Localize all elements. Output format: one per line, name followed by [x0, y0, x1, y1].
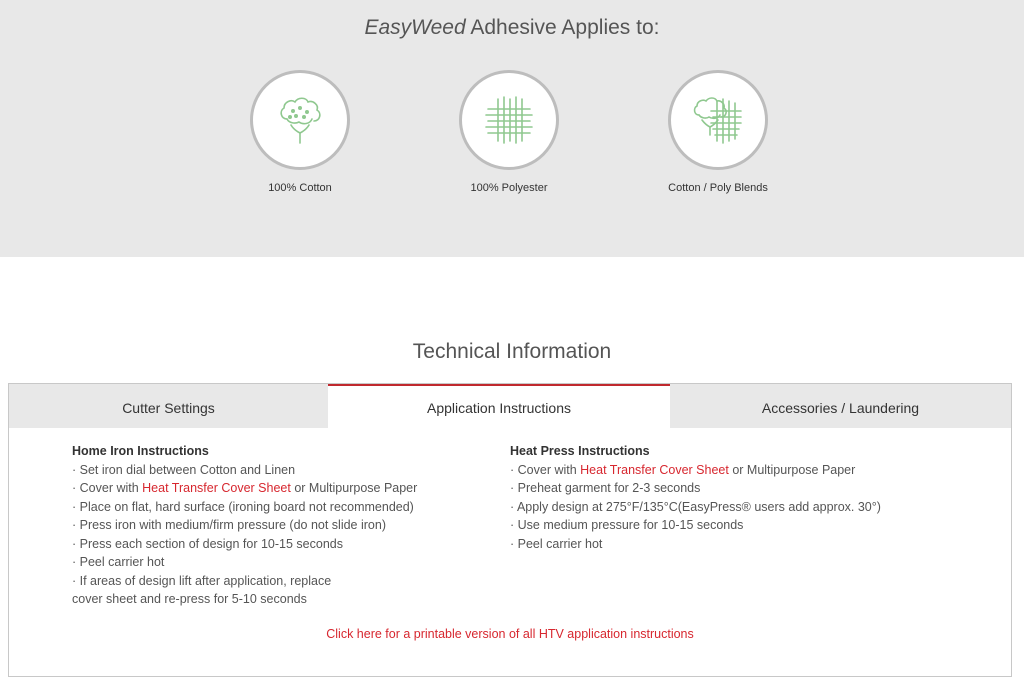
heat-press-heading: Heat Press Instructions [510, 444, 650, 458]
heat-press-instructions [510, 442, 881, 553]
fabric-cotton [200, 70, 400, 194]
printable-instructions-link[interactable]: Click here for a printable version of all HTV application instructions [326, 627, 694, 641]
technical-info-panel [8, 383, 1012, 677]
list-item: · Peel carrier hot [510, 536, 603, 551]
cover-sheet-link[interactable]: Heat Transfer Cover Sheet [142, 481, 291, 495]
list-item: · Use medium pressure for 10-15 seconds [510, 518, 744, 532]
list-item: · Preheat garment for 2-3 seconds [510, 481, 701, 495]
list-item: · Cover with Heat Transfer Cover Sheet or Multipurpose Paper [510, 462, 856, 477]
list-item: cover sheet and re-press for 5-10 seconds [72, 592, 307, 606]
home-iron-instructions [72, 442, 417, 609]
grid-weave-icon [459, 70, 559, 170]
fabric-label: Cotton / Poly Blends [668, 182, 768, 194]
list-item: · Place on flat, hard surface (ironing board not recommended) [72, 499, 414, 514]
technical-info-title: Technical Information [412, 340, 612, 363]
cover-sheet-link[interactable]: Heat Transfer Cover Sheet [580, 462, 729, 477]
fabric-blend [618, 70, 818, 194]
list-item: · Peel carrier hot [72, 555, 165, 569]
fabric-label: 100% Polyester [470, 182, 548, 194]
list-item: · Press iron with medium/firm pressure (do not slide iron) [72, 518, 386, 532]
cotton-grid-blend-icon [668, 70, 768, 170]
fabric-compatibility-section [0, 0, 1024, 257]
list-item: · Apply design at 275°F/135°C(EasyPress® users add approx. 30°) [510, 499, 881, 514]
list-item: · Press each section of design for 10-15 seconds [72, 536, 343, 551]
list-item: · If areas of design lift after application, replace [72, 573, 332, 588]
list-item: · Set iron dial between Cotton and Linen [72, 462, 296, 477]
fabric-section-title: EasyWeed Adhesive Applies to: [364, 16, 660, 39]
fabric-polyester [409, 70, 609, 194]
fabric-label: 100% Cotton [268, 182, 332, 194]
tab-accessories-laundering[interactable]: Accessories / Laundering [761, 400, 920, 416]
tab-bar [9, 384, 1011, 428]
home-iron-heading: Home Iron Instructions [72, 444, 209, 458]
cotton-boll-icon [250, 70, 350, 170]
list-item: · Cover with Heat Transfer Cover Sheet or Multipurpose Paper [72, 481, 418, 495]
tab-application-instructions[interactable]: Application Instructions [328, 384, 670, 428]
tab-cutter-settings[interactable]: Cutter Settings [122, 400, 215, 416]
